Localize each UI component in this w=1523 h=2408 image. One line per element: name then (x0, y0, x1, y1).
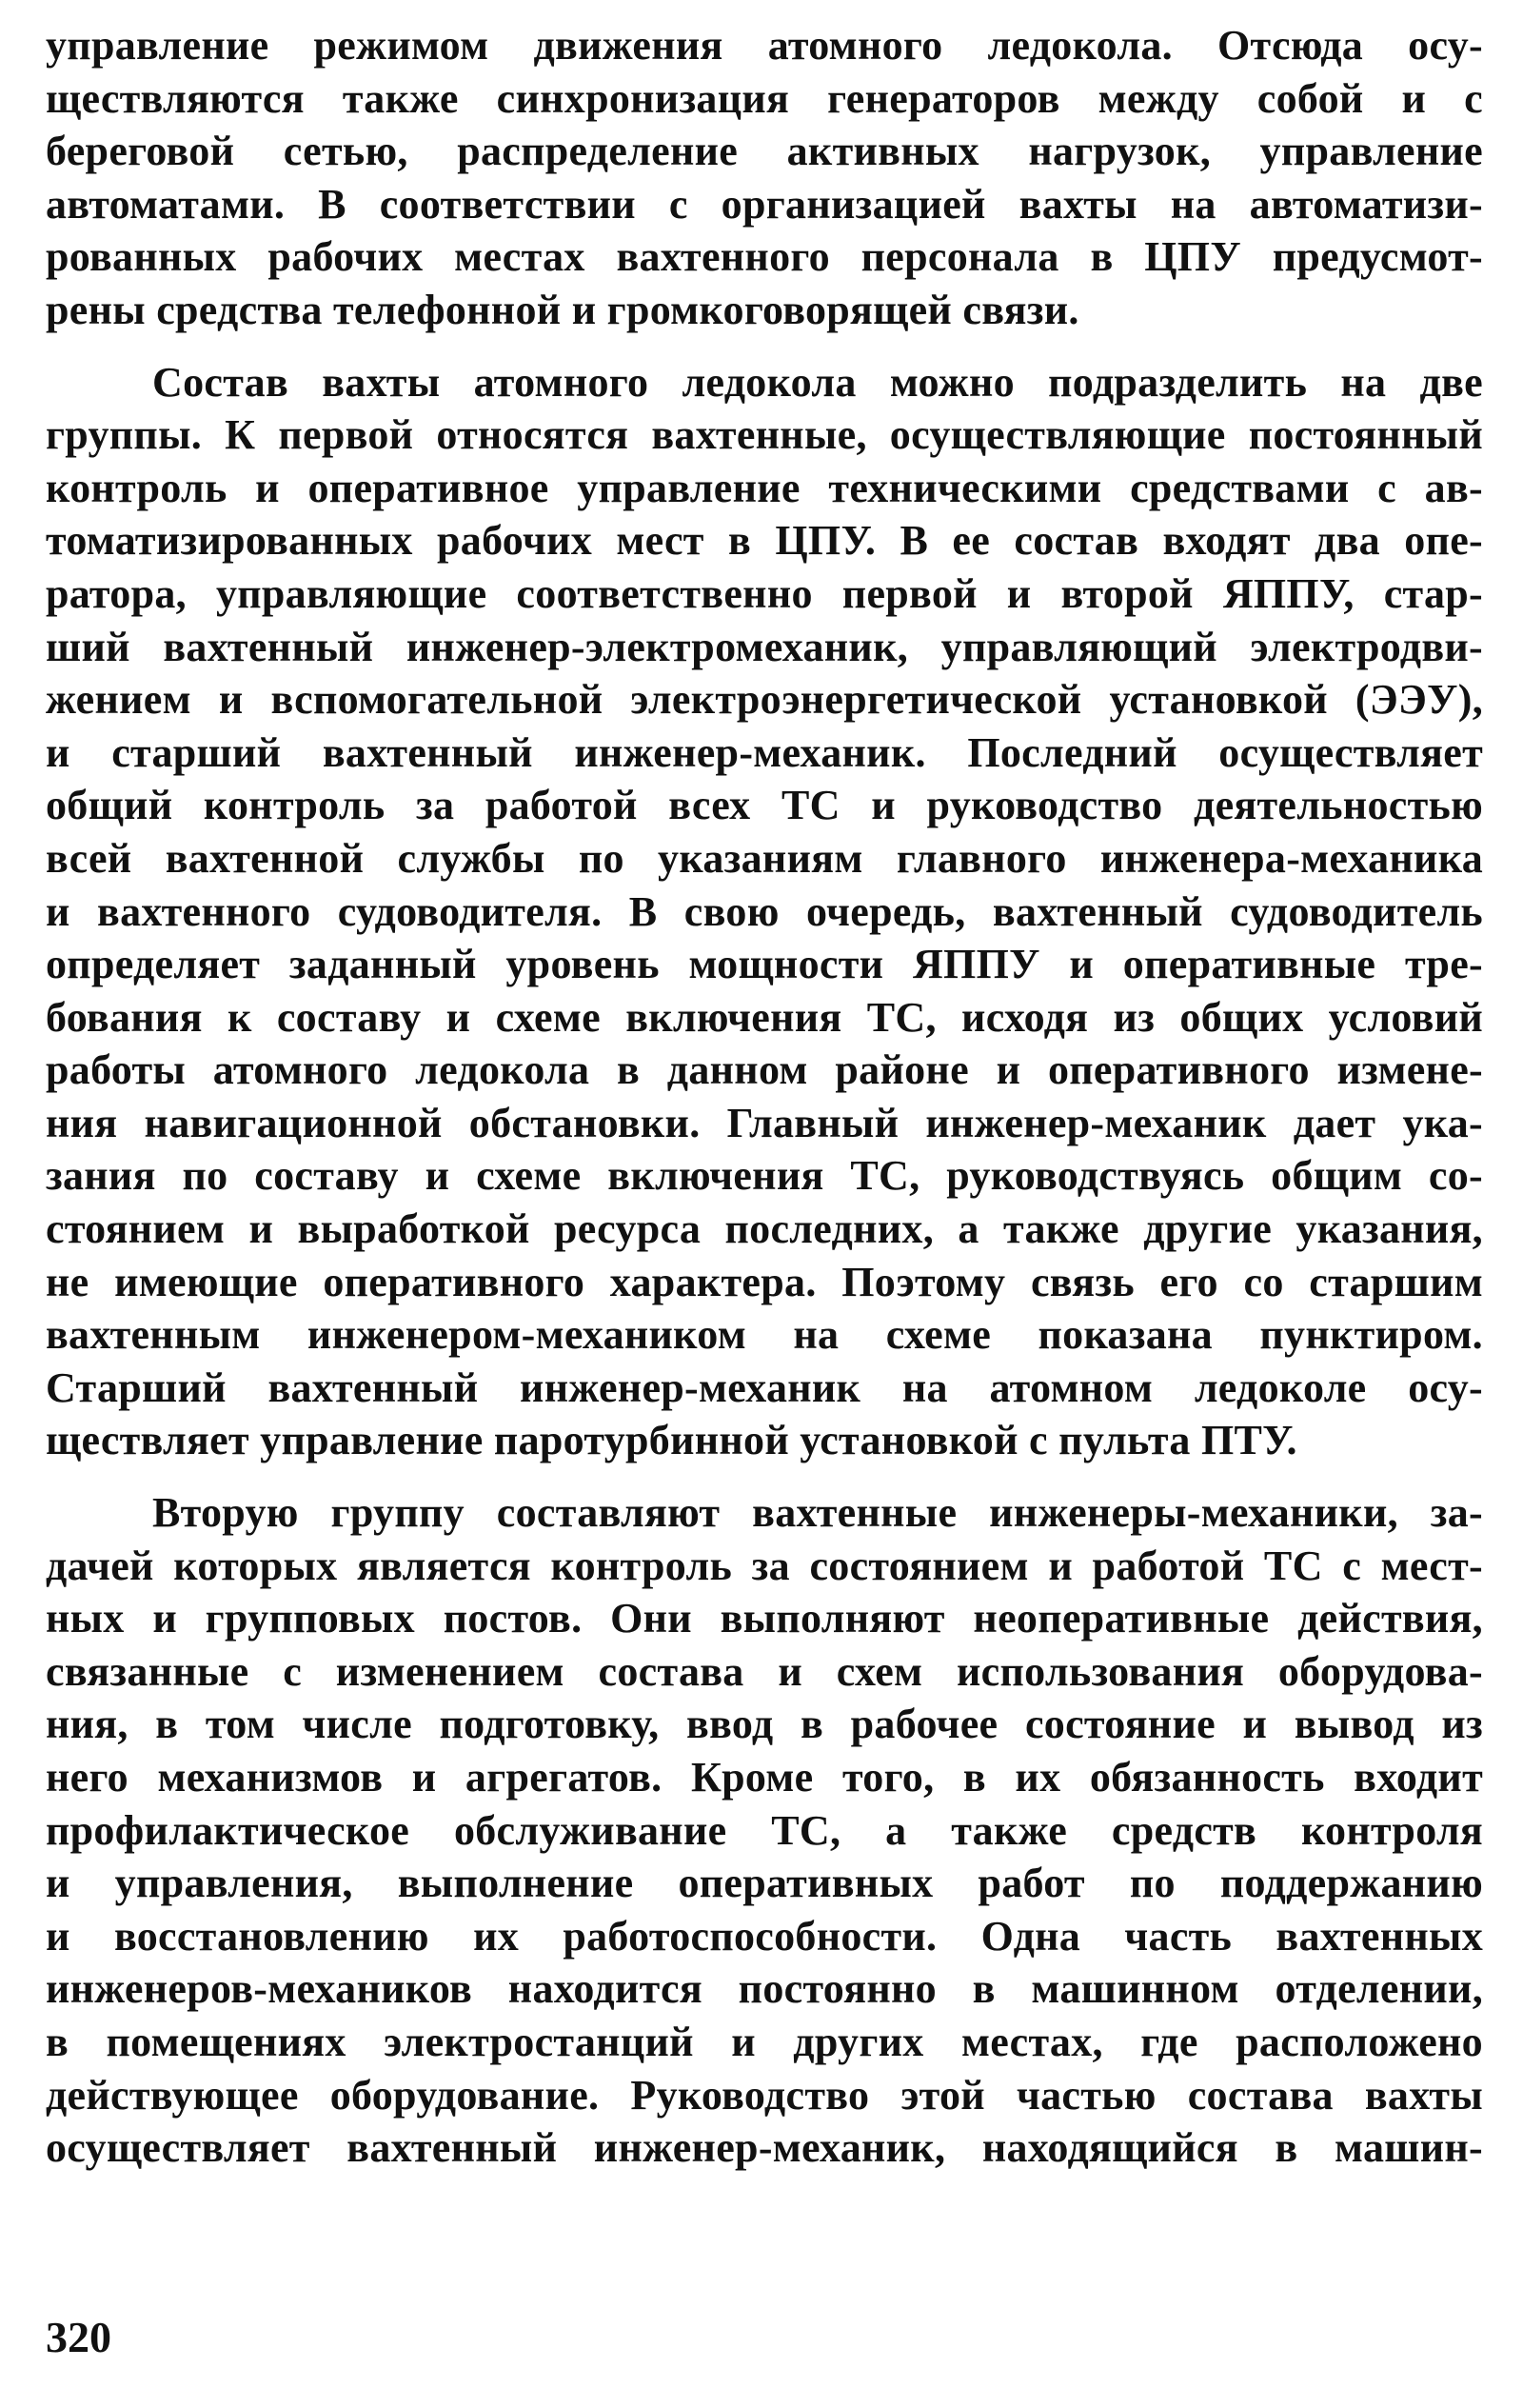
text-line: зания по составу и схеме включения ТС, руководствуясь общим со- (46, 1152, 1483, 1200)
text-line: контроль и оперативное управление техническими средствами с ав- (46, 464, 1483, 511)
text-line: общий контроль за работой всех ТС и руководство деятельностью (46, 782, 1483, 829)
paragraph-1 (46, 19, 1483, 337)
text-line: рованных рабочих местах вахтенного персонала в ЦПУ предусмот- (46, 233, 1483, 281)
text-line: группы. К первой относятся вахтенные, осуществляющие постоянный (46, 411, 1483, 459)
page-text (46, 19, 1483, 2175)
text-line: в помещениях электростанций и других местах, где расположено (46, 2018, 1483, 2065)
text-line: и старший вахтенный инженер-механик. Последний осуществляет (46, 728, 1483, 776)
text-line: ший вахтенный инженер-электромеханик, управляющий электродви- (46, 623, 1483, 670)
paragraph-spacer (46, 1467, 1483, 1486)
text-line: связанные с изменением состава и схем использования оборудова- (46, 1647, 1483, 1695)
text-line: определяет заданный уровень мощности ЯППУ и оперативные тре- (46, 941, 1483, 988)
text-line: и вахтенного судоводителя. В свою очередь, вахтенный судоводитель (46, 887, 1483, 935)
text-line: профилактическое обслуживание ТС, а также средств контроля (46, 1806, 1483, 1854)
text-line: томатизированных рабочих мест в ЦПУ. В ее состав входят два опе- (46, 517, 1483, 565)
text-line: и управления, выполнение оперативных работ по поддержанию (46, 1860, 1483, 1907)
text-line: Вторую группу составляют вахтенные инженеры-механики, за- (152, 1489, 1483, 1537)
text-line: ных и групповых постов. Они выполняют неоперативные действия, (46, 1595, 1483, 1642)
text-line: стоянием и выработкой ресурса последних, а также другие указания, (46, 1205, 1483, 1253)
page-number: 320 (46, 2313, 111, 2361)
text-line: ществляет управление паротурбинной установкой с пульта ПТУ. (46, 1417, 1297, 1464)
text-line: Состав вахты атомного ледокола можно подразделить на две (152, 358, 1483, 406)
text-line: и восстановлению их работоспособности. Одна часть вахтенных (46, 1912, 1483, 1960)
paragraph-spacer (46, 337, 1483, 356)
paragraph-2 (46, 356, 1483, 1467)
text-line: инженеров-механиков находится постоянно в машинном отделении, (46, 1965, 1483, 2013)
text-line: работы атомного ледокола в данном районе и оперативного измене- (46, 1046, 1483, 1094)
text-line: рены средства телефонной и громкоговорящей связи. (46, 286, 1079, 333)
text-line: дачей которых является контроль за состоянием и работой ТС с мест- (46, 1542, 1483, 1589)
text-line: всей вахтенной службы по указаниям главного инженера-механика (46, 834, 1483, 882)
text-line: бования к составу и схеме включения ТС, исходя из общих условий (46, 993, 1483, 1041)
text-line: жением и вспомогательной электроэнергетической установкой (ЭЭУ), (46, 676, 1483, 724)
text-line: вахтенным инженером-механиком на схеме показана пунктиром. (46, 1311, 1483, 1359)
text-line: действующее оборудование. Руководство этой частью состава вахты (46, 2071, 1483, 2119)
text-line: него механизмов и агрегатов. Кроме того, в их обязанность входит (46, 1754, 1483, 1801)
text-line: автоматами. В соответствии с организацией вахты на автоматизи- (46, 180, 1483, 228)
text-line: осуществляет вахтенный инженер-механик, находящийся в машин- (46, 2124, 1483, 2172)
text-line: не имеющие оперативного характера. Поэтому связь его со старшим (46, 1258, 1483, 1305)
text-line: ществляются также синхронизация генераторов между собой и с (46, 74, 1483, 122)
text-line: ратора, управляющие соответственно первой и второй ЯППУ, стар- (46, 569, 1483, 617)
text-line: управление режимом движения атомного ледокола. Отсюда осу- (46, 22, 1483, 69)
text-line: ния, в том числе подготовку, ввод в рабочее состояние и вывод из (46, 1701, 1483, 1748)
text-line: береговой сетью, распределение активных нагрузок, управление (46, 128, 1483, 175)
text-line: Старший вахтенный инженер-механик на атомном ледоколе осу- (46, 1363, 1483, 1411)
paragraph-3 (46, 1486, 1483, 2175)
text-line: ния навигационной обстановки. Главный инженер-механик дает ука- (46, 1099, 1483, 1146)
